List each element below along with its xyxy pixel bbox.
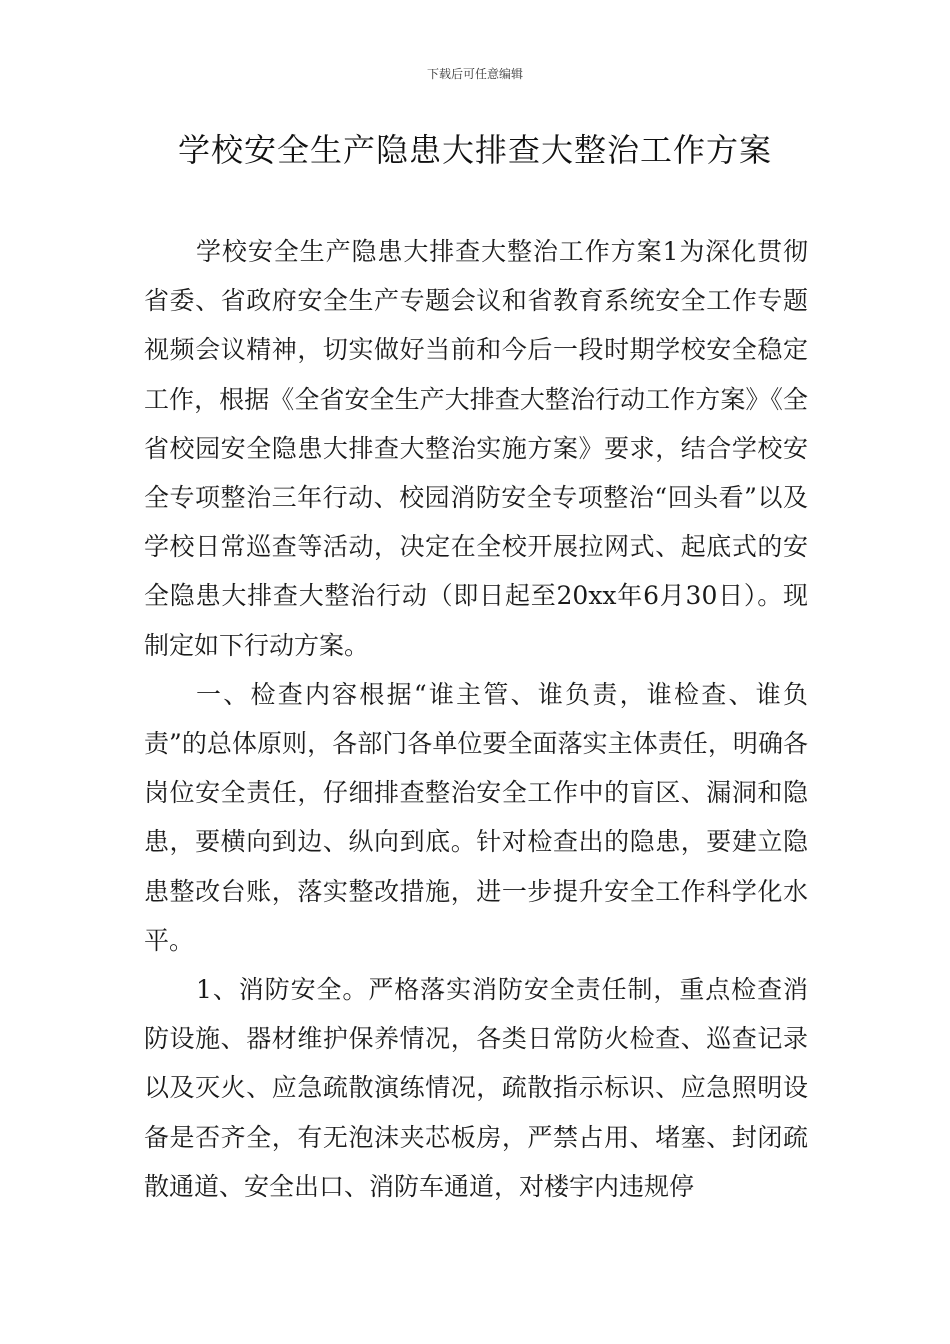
paragraph-fire-safety: 1、消防安全。严格落实消防安全责任制，重点检查消防设施、器材维护保养情况，各类日常防火检查、巡查记录以及灭火、应急疏散演练情况，疏散指示标识、应急照明设备是否齐全，有无泡沫夹芯板房，严禁占用、堵塞、封闭疏散通道、安全出口、消防车通道，对楼宇内违规停 bbox=[144, 975, 808, 1201]
header-note: 下载后可任意编辑 bbox=[426, 67, 523, 81]
paragraph-intro: 学校安全生产隐患大排查大整治工作方案1为深化贯彻省委、省政府安全生产专题会议和省教育系统安全工作专题视频会议精神，切实做好当前和今后一段时期学校安全稳定工作，根据《全省安全生产大排查大整治行动工作方案》《全省校园安全隐患大排查大整治实施方案》要求，结合学校安全专项整治三年行动、校园消防安全专项整治“回头看”以及学校日常巡查等活动，决定在全校开展拉网式、起底式的安全隐患大排查大整治行动（即日起至20xx年6月30日）。现制定如下行动方案。 bbox=[144, 237, 808, 660]
document-body bbox=[144, 227, 808, 1211]
paragraph-section-1: 一、检查内容根据“谁主管、谁负责，谁检查、谁负责”的总体原则，各部门各单位要全面落实主体责任，明确各岗位安全责任，仔细排查整治安全工作中的盲区、漏洞和隐患，要横向到边、纵向到底。针对检查出的隐患，要建立隐患整改台账，落实整改措施，进一步提升安全工作科学化水平。 bbox=[144, 679, 808, 955]
document-title: 学校安全生产隐患大排查大整治工作方案 bbox=[177, 131, 772, 169]
